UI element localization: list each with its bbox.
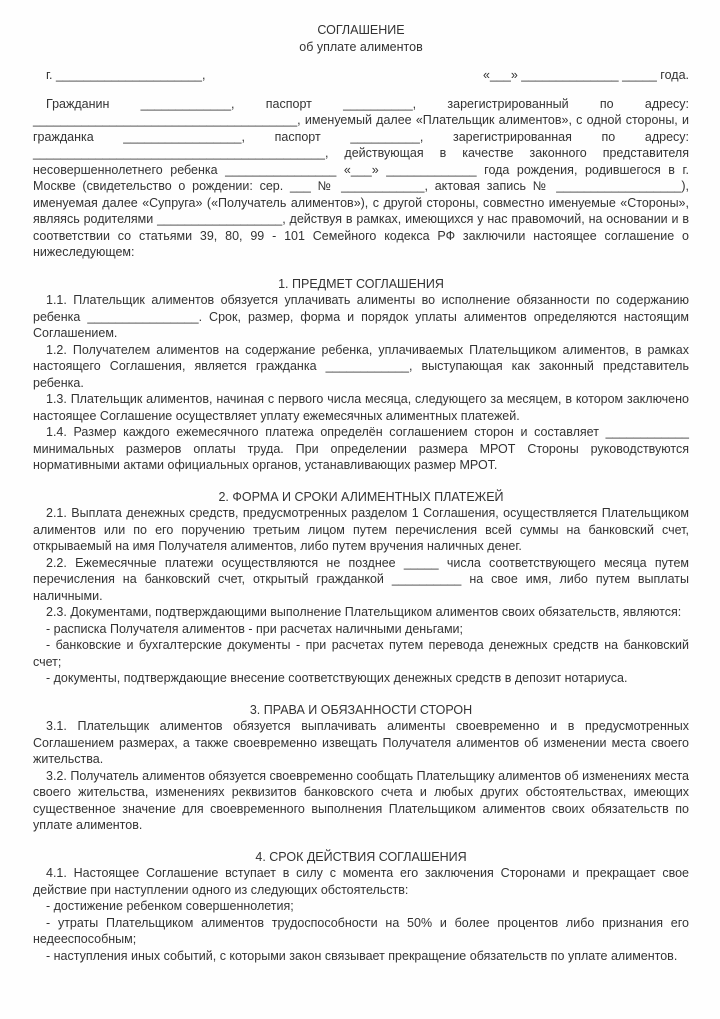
clause-3-2: 3.2. Получатель алиментов обязуется своевременно сообщать Плательщику алиментов об изменениях места своего жительства, изменениях реквизитов банковского счета и любых других обстоятельствах, имеющих существенное значение для своевременного выполнения Плательщиком алиментов своих обязательств по уплате алиментов. — [33, 768, 689, 832]
clause-4-1-bullet-other-events: - наступления иных событий, с которыми закон связывает прекращение обязательств по уплате алиментов. — [46, 948, 678, 963]
dateline — [33, 67, 689, 84]
clause-2-2: 2.2. Ежемесячные платежи осуществляются не позднее _____ числа соответствующего месяца путем перечисления на банковский счет, открытый гражданкой __________ на свое имя, либо путем выплаты наличными. — [33, 555, 689, 603]
section-subject — [33, 276, 689, 474]
clause-1-3: 1.3. Плательщик алиментов, начиная с первого числа месяца, следующего за месяцем, в котором заключено настоящее Соглашение осуществляет уплату ежемесячных алиментных платежей. — [33, 392, 689, 423]
dateline-date-blank: «___» ______________ _____ года. — [483, 68, 689, 82]
clause-4-1-bullet-disability: - утраты Плательщиком алиментов трудоспособности на 50% и более процентов либо признания его недееспособным; — [33, 915, 689, 946]
clause-1-2: 1.2. Получателем алиментов на содержание ребенка, уплачиваемых Плательщиком алиментов, в рамках настоящего Соглашения, является гражданка ____________, выступающая как законный представитель ребенка. — [33, 342, 689, 390]
clause-2-3: 2.3. Документами, подтверждающими выполнение Плательщиком алиментов своих обязательств, являются: — [46, 605, 682, 619]
section-4-heading: 4. СРОК ДЕЙСТВИЯ СОГЛАШЕНИЯ — [255, 849, 467, 864]
clause-1-1: 1.1. Плательщик алиментов обязуется уплачивать алименты во исполнение обязанности по содержанию ребенка ________________. Срок, размер, форма и порядок уплаты алиментов определяются настоящим Соглашением. — [33, 293, 689, 340]
clause-2-3-bullet-bank-docs: - банковские и бухгалтерские документы - при расчетах путем перевода денежных средств на банковский счет; — [33, 638, 689, 669]
document-title — [33, 22, 689, 55]
clause-4-1-bullet-majority: - достижение ребенком совершеннолетия; — [46, 899, 294, 913]
clause-2-3-bullet-receipt: - расписка Получателя алиментов - при расчетах наличными деньгами; — [46, 621, 463, 636]
intro-paragraph: Гражданин _____________, паспорт __________, зарегистрированный по адресу: ______________________________________, именуемый далее «Плательщик алиментов», с одной стороны, и гражданка _________________, паспорт __________, зарегистрированная по адресу: __________________________________________, действующая в качестве законного представителя несовершеннолетнего ребенка ________________ «___» _____________ года рождения, родившегося в г. Москве (свидетельство о рождении: сер. ___ № ____________, актовая запись № __________________), именуемая далее «Супруга» («Получатель алиментов»), с другой стороны, совместно именуемые «Стороны», являясь родителями __________________, действуя в рамках, имеющихся у нас правомочий, на основании и в соответствии со статьями 39, 80, 99 - 101 Семейного кодекса РФ заключили настоящее соглашение о нижеследующем: — [33, 96, 689, 259]
section-rights-obligations — [33, 702, 689, 834]
clause-3-1: 3.1. Плательщик алиментов обязуется выплачивать алименты своевременно и в предусмотренных Соглашением размерах, а также своевременно извещать Получателя алиментов об изменении места своего жительства. — [33, 719, 689, 766]
clause-2-3-bullet-notary-deposit: - документы, подтверждающие внесение соответствующих денежных средств в депозит нотариуса. — [46, 671, 628, 685]
section-1-heading: 1. ПРЕДМЕТ СОГЛАШЕНИЯ — [278, 276, 444, 291]
section-2-heading: 2. ФОРМА И СРОКИ АЛИМЕНТНЫХ ПЛАТЕЖЕЙ — [218, 489, 504, 504]
clause-1-4: 1.4. Размер каждого ежемесячного платежа определён соглашением сторон и составляет ____________ минимальных размеров оплаты труда. При определении размера МРОТ Стороны руководствуются нормативными актами официальных органов, устанавливающих размер МРОТ. — [33, 425, 689, 472]
title-line-2: об уплате алиментов — [299, 39, 423, 54]
section-payment-terms — [33, 489, 689, 687]
section-validity-term — [33, 849, 689, 965]
dateline-city-blank: г. _____________________, — [46, 68, 206, 82]
clause-2-1: 2.1. Выплата денежных средств, предусмотренных разделом 1 Соглашения, осуществляется Плательщиком алиментов или по его поручению третьим лицом путем перечисления всей суммы на банковский счет, открываемый на имя Получателя алиментов, либо путем вручения наличных денег. — [33, 506, 689, 553]
clause-4-1: 4.1. Настоящее Соглашение вступает в силу с момента его заключения Сторонами и прекращает свое действие при наступлении одного из следующих обстоятельств: — [33, 866, 689, 897]
title-line-1: СОГЛАШЕНИЕ — [317, 23, 405, 37]
section-3-heading: 3. ПРАВА И ОБЯЗАННОСТИ СТОРОН — [249, 702, 473, 717]
